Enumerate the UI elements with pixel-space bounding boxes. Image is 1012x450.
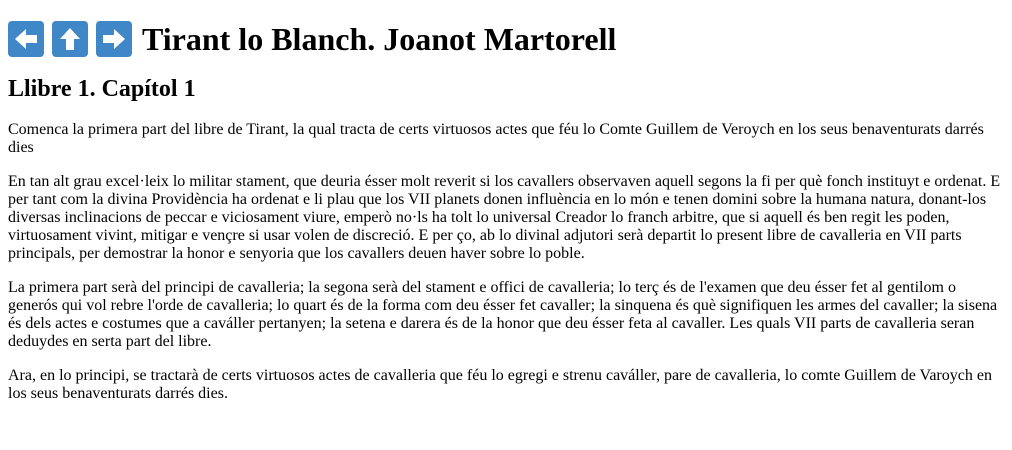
paragraph-3: Ara, en lo principi, se tractarà de certs virtuosos actes de cavalleria que féu lo egregi e strenu caváller, pare de cavalleria, lo comte Guillem de Varoych en los seus benaventurats darrés dies. xyxy=(8,367,992,402)
paragraph-2: La primera part serà del principi de cavalleria; la segona serà del stament e offici de cavalleria; lo terç és de l'examen que deu ésser fet al gentilom o generós qui vol rebre l'orde de cavalleria; lo quart és de la forma com deu ésser fet cavaller; la sinquena és què signifiquen les armes del cavaller; la sisena és dels actes e costumes que a caváller pertanyen; la setena e darera és de la honor que deu ésser feta al cavaller. Les quals VII parts de cavalleria seran deduydes en serta part del libre. xyxy=(8,279,998,350)
arrow-up-icon xyxy=(57,26,83,52)
paragraph-1: En tan alt grau excel·leix lo militar stament, que deuria ésser molt reverit si los cavallers observaven aquell segons la fi per què fonch instituyt e ordenat. E per tant com la divina Providència ha ordenat e li plau que los VII planets donen influència en lo món e tenen domini sobre la humana natura, donant-los diversas inclinacions de peccar e viciosament viure, emperò no·ls ha tolt lo universal Creador lo franch arbitre, que si aquell és ben regit les poden, virtuosament vivint, mitigar e vençre si usar volen de discreció. E per ço, ab lo divinal adjutori serà departit lo present libre de cavalleria en VII parts principals, per demostrar la honor e senyoria que los cavallers deuen haver sobre lo poble. xyxy=(8,173,1001,262)
page xyxy=(0,20,1012,403)
next-button[interactable] xyxy=(96,21,132,57)
chapter-heading: Llibre 1. Capítol 1 xyxy=(8,76,196,102)
arrow-left-icon xyxy=(13,26,39,52)
paragraph-intro: Comenca la primera part del libre de Tirant, la qual tracta de certs virtuosos actes que féu lo Comte Guillem de Veroych en los seus benaventurats darrés dies xyxy=(8,121,984,156)
page-title: Tirant lo Blanch. Joanot Martorell xyxy=(142,21,617,57)
previous-button[interactable] xyxy=(8,21,44,57)
up-button[interactable] xyxy=(52,21,88,57)
arrow-right-icon xyxy=(101,26,127,52)
title-row xyxy=(8,20,1004,58)
